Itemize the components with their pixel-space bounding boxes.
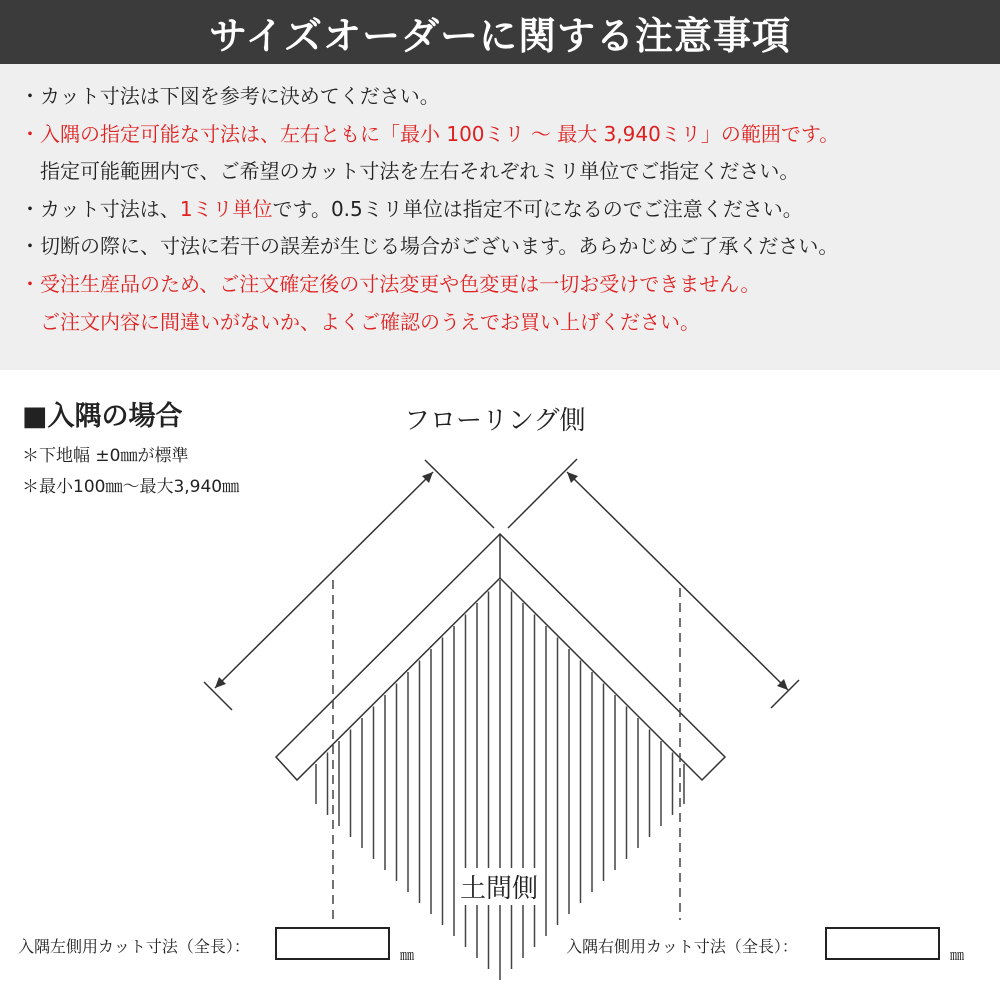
note-standard: ＊下地幅 ±0㎜が標準 xyxy=(22,446,189,466)
notice-line-4-post: です。0.5ミリ単位は指定不可になるのでご注意ください。 xyxy=(272,197,803,221)
left-cut-label: 入隅左側用カット寸法（全長）： xyxy=(18,934,250,957)
left-cut-input[interactable] xyxy=(275,927,390,960)
doma-side-label: 土間側 xyxy=(458,868,540,905)
notice-line-4-pre: ・カット寸法は、 xyxy=(20,197,180,221)
right-cut-input[interactable] xyxy=(825,927,940,960)
right-cut-label: 入隅右側用カット寸法（全長）： xyxy=(566,934,798,957)
dimension-right-tick-top xyxy=(508,459,577,528)
notice-line-4-highlight: 1ミリ単位 xyxy=(179,197,273,221)
left-unit: ㎜ xyxy=(400,945,414,965)
page-title: サイズオーダーに関する注意事項 xyxy=(0,0,1000,64)
notice-line-2: ・入隅の指定可能な寸法は、左右ともに「最小 100ミリ 〜 最大 3,940ミリ」の範囲です。 xyxy=(20,122,840,146)
section-title: ■入隅の場合 xyxy=(22,401,183,432)
notice-line-6: ・受注生産品のため、ご注文確定後の寸法変更や色変更は一切お受けできません。 xyxy=(20,272,761,296)
right-unit: ㎜ xyxy=(950,945,964,965)
note-range: ＊最小100㎜〜最大3,940㎜ xyxy=(22,477,240,497)
notice-line-3: 指定可能範囲内で、ご希望のカット寸法を左右それぞれミリ単位でご指定ください。 xyxy=(40,159,800,183)
baseboard-strips xyxy=(316,580,684,980)
notice-line-1: ・カット寸法は下図を参考に決めてください。 xyxy=(20,84,440,108)
flooring-side-label: フローリング側 xyxy=(404,406,586,436)
notice-line-5: ・切断の際に、寸法に若干の誤差が生じる場合がございます。あらかじめご了承ください。 xyxy=(20,234,839,258)
notice-line-7: ご注文内容に間違いがないか、よくご確認のうえでお買い上げください。 xyxy=(40,310,700,334)
dimension-left-tick-top xyxy=(425,460,494,528)
